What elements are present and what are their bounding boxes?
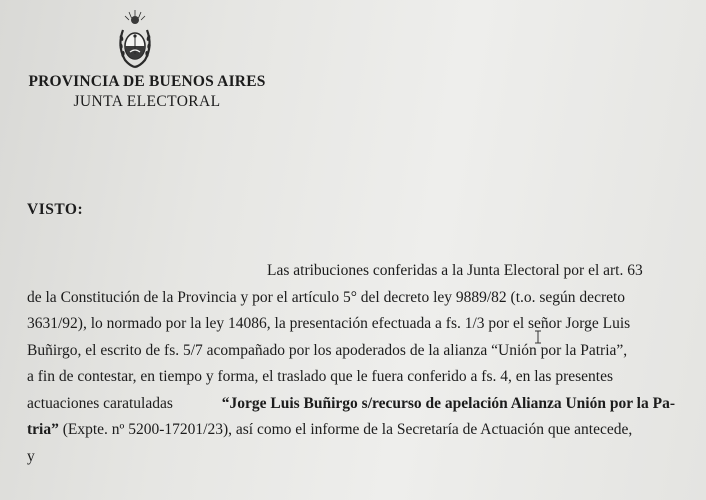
paragraph-body [27,258,675,470]
case-title-end: tria” [27,421,59,438]
paragraph-line: a fin de contestar, en tiempo y forma, el traslado que le fuera conferido a fs. 4, en las presentes [27,368,613,385]
paragraph-line: Las atribuciones conferidas a la Junta Electoral por el art. 63 [267,262,643,279]
section-heading: VISTO: [27,201,84,218]
case-title-text: “Jorge Luis Buñirgo s/recurso de apelación Alianza Unión por la Pa- [221,394,675,412]
case-reference-text: (Expte. nº 5200-17201/23), así como el informe de la Secretaría de Actuación que antecede, [58,421,633,438]
case-label-text: actuaciones caratuladas [27,394,173,412]
paragraph-line: y [27,447,35,465]
paragraph-line [27,391,675,418]
paragraph-line: Buñirgo, el escrito de fs. 5/7 acompañado por los apoderados de la alianza “Unión por la Patria”, [27,341,628,359]
paragraph-line: de la Constitución de la Provincia y por el artículo 5° del decreto ley 9889/82 (t.o. según decreto [27,288,626,306]
organization-unit: JUNTA ELECTORAL [73,93,221,110]
coat-of-arms-icon [115,8,155,70]
paragraph-line [27,417,675,444]
text-cursor-icon [534,330,542,344]
organization-name: PROVINCIA DE BUENOS AIRES [28,73,266,90]
paragraph-line: 3631/92), lo normado por la ley 14086, la presentación efectuada a fs. 1/3 por el señor Jorge Luis [27,315,631,332]
